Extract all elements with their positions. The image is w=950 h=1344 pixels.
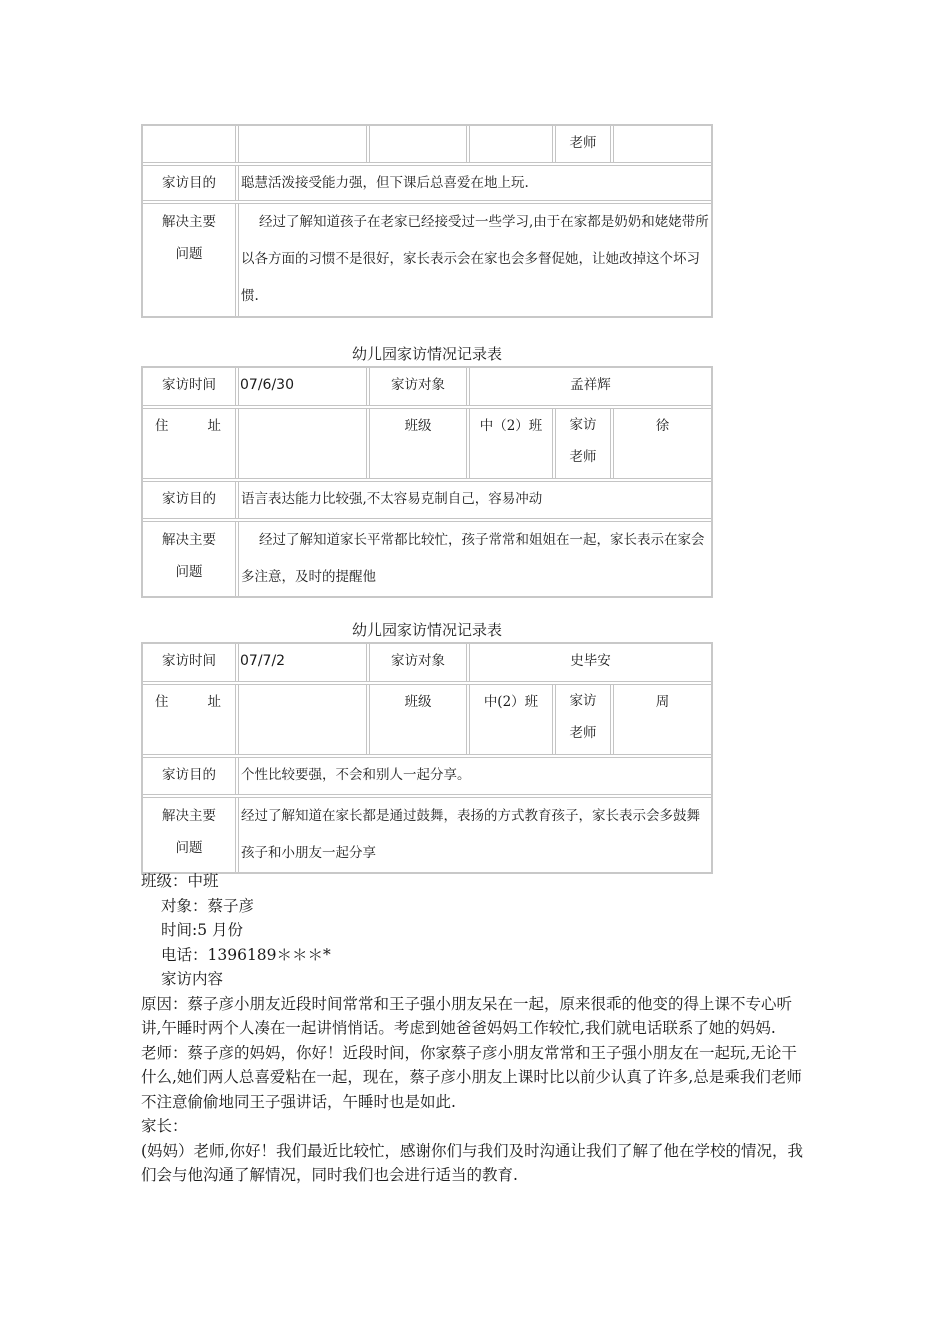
- reason-paragraph: 原因：蔡子彦小朋友近段时间常常和王子强小朋友呆在一起，原来很乖的他变的得上课不专心听讲,午睡时两个人凑在一起讲悄悄话。考虑到她爸爸妈妈工作较忙,我们就电话联系了她的妈妈.: [141, 994, 793, 1037]
- problem-label-line1: 解决主要: [162, 532, 216, 548]
- table-row: [143, 685, 711, 758]
- problem-label-line2: 问题: [175, 564, 203, 580]
- visit-target-value: 史毕安: [570, 653, 611, 669]
- table-row: [143, 166, 711, 204]
- visit-target-label: 家访对象: [370, 644, 470, 681]
- problem-label-line1: 解决主要: [162, 808, 216, 824]
- class-value: 中(2）班: [470, 685, 556, 754]
- visit-teacher-label: [556, 685, 614, 754]
- time-line: 时间:5 月份: [161, 921, 244, 939]
- visit-teacher-value: 周: [655, 694, 670, 710]
- teacher-label: 老师: [556, 126, 614, 162]
- parent-label: 家长：: [141, 1117, 188, 1135]
- teacher-paragraph: 老师：蔡子彦的妈妈，你好！近段时间，你家蔡子彦小朋友常常和王子强小朋友在一起玩,无论干什么,她们两人总喜爱粘在一起，现在，蔡子彦小朋友上课时比以前少认真了许多,总是乘我们老师不注意偷偷地同王子强讲话，午睡时也是如此.: [141, 1043, 802, 1111]
- table-row: [143, 522, 711, 596]
- purpose-label: 家访目的: [143, 482, 239, 518]
- table-row: [143, 409, 711, 482]
- content-title: 家访内容: [161, 970, 224, 988]
- address-label-char1: 住: [155, 418, 169, 434]
- class-line: 班级：中班: [141, 872, 219, 890]
- table-row: [143, 798, 711, 872]
- address-label: [143, 409, 239, 478]
- problem-label: [143, 522, 239, 596]
- visit-record-table: [141, 642, 713, 874]
- table-cell: [143, 126, 239, 162]
- table-row: [143, 126, 711, 166]
- purpose-label: 家访目的: [143, 166, 239, 200]
- target-line: 对象：蔡子彦: [161, 896, 255, 915]
- phone-line: 电话：1396189＊＊＊*: [161, 945, 331, 964]
- visit-time-label: 家访时间: [143, 368, 239, 405]
- record-text: [141, 869, 811, 1188]
- table-row: [143, 368, 711, 409]
- parent-paragraph: (妈妈）老师,你好！我们最近比较忙，感谢你们与我们及时沟通让我们了解了他在学校的情况，我们会与他沟通了解情况，同时我们也会进行适当的教育.: [141, 1141, 803, 1184]
- table-cell: [470, 126, 556, 162]
- visit-record-table: [141, 366, 713, 598]
- visit-teacher-label: [556, 409, 614, 478]
- table-cell: [239, 126, 370, 162]
- table-row: [143, 758, 711, 798]
- purpose-value: 语言表达能力比较强,不太容易克制自己，容易冲动: [241, 491, 543, 507]
- table-row: [143, 644, 711, 685]
- purpose-value: 个性比较要强，不会和别人一起分享。: [241, 767, 471, 783]
- address-label: [143, 685, 239, 754]
- visit-record-table-partial: [141, 124, 713, 318]
- address-label-char1: 住: [155, 694, 169, 710]
- visit-time-label: 家访时间: [143, 644, 239, 681]
- problem-value: 经过了解知道在家长都是通过鼓舞，表扬的方式教育孩子，家长表示会多鼓舞孩子和小朋友一起分享: [241, 808, 700, 861]
- visit-teacher-label-line2: 老师: [569, 725, 597, 741]
- address-value: [239, 409, 370, 478]
- problem-value: 经过了解知道孩子在老家已经接受过一些学习,由于在家都是奶奶和姥姥带所以各方面的习惯不是很好，家长表示会在家也会多督促她，让她改掉这个坏习惯.: [241, 214, 709, 304]
- visit-time-value: 07/6/30: [239, 368, 370, 405]
- problem-label: [143, 798, 239, 872]
- class-value: 中（2）班: [470, 409, 556, 478]
- address-value: [239, 685, 370, 754]
- problem-label-line2: 问题: [175, 840, 203, 856]
- table-row: [143, 482, 711, 522]
- purpose-label: 家访目的: [143, 758, 239, 794]
- address-label-char2: 址: [207, 694, 221, 710]
- visit-teacher-label-line2: 老师: [569, 449, 597, 465]
- table-row: [143, 204, 711, 316]
- problem-value: 经过了解知道家长平常都比较忙，孩子常常和姐姐在一起，家长表示在家会多注意，及时的提醒他: [241, 532, 705, 585]
- visit-target-value: 孟祥辉: [570, 377, 611, 393]
- table-caption: 幼儿园家访情况记录表: [351, 345, 502, 363]
- table-caption: 幼儿园家访情况记录表: [351, 621, 502, 639]
- class-label: 班级: [370, 409, 470, 478]
- address-label-char2: 址: [207, 418, 221, 434]
- problem-label: [143, 204, 239, 316]
- class-label: 班级: [370, 685, 470, 754]
- visit-teacher-label-line1: 家访: [569, 417, 597, 433]
- visit-time-value: 07/7/2: [239, 644, 370, 681]
- visit-target-label: 家访对象: [370, 368, 470, 405]
- purpose-value: 聪慧活泼接受能力强，但下课后总喜爱在地上玩.: [241, 175, 529, 191]
- table-cell: [370, 126, 470, 162]
- problem-label-line1: 解决主要: [162, 214, 216, 230]
- problem-label-line2: 问题: [175, 246, 203, 262]
- visit-teacher-label-line1: 家访: [569, 693, 597, 709]
- visit-teacher-value: 徐: [655, 418, 670, 434]
- table-cell: [614, 126, 711, 162]
